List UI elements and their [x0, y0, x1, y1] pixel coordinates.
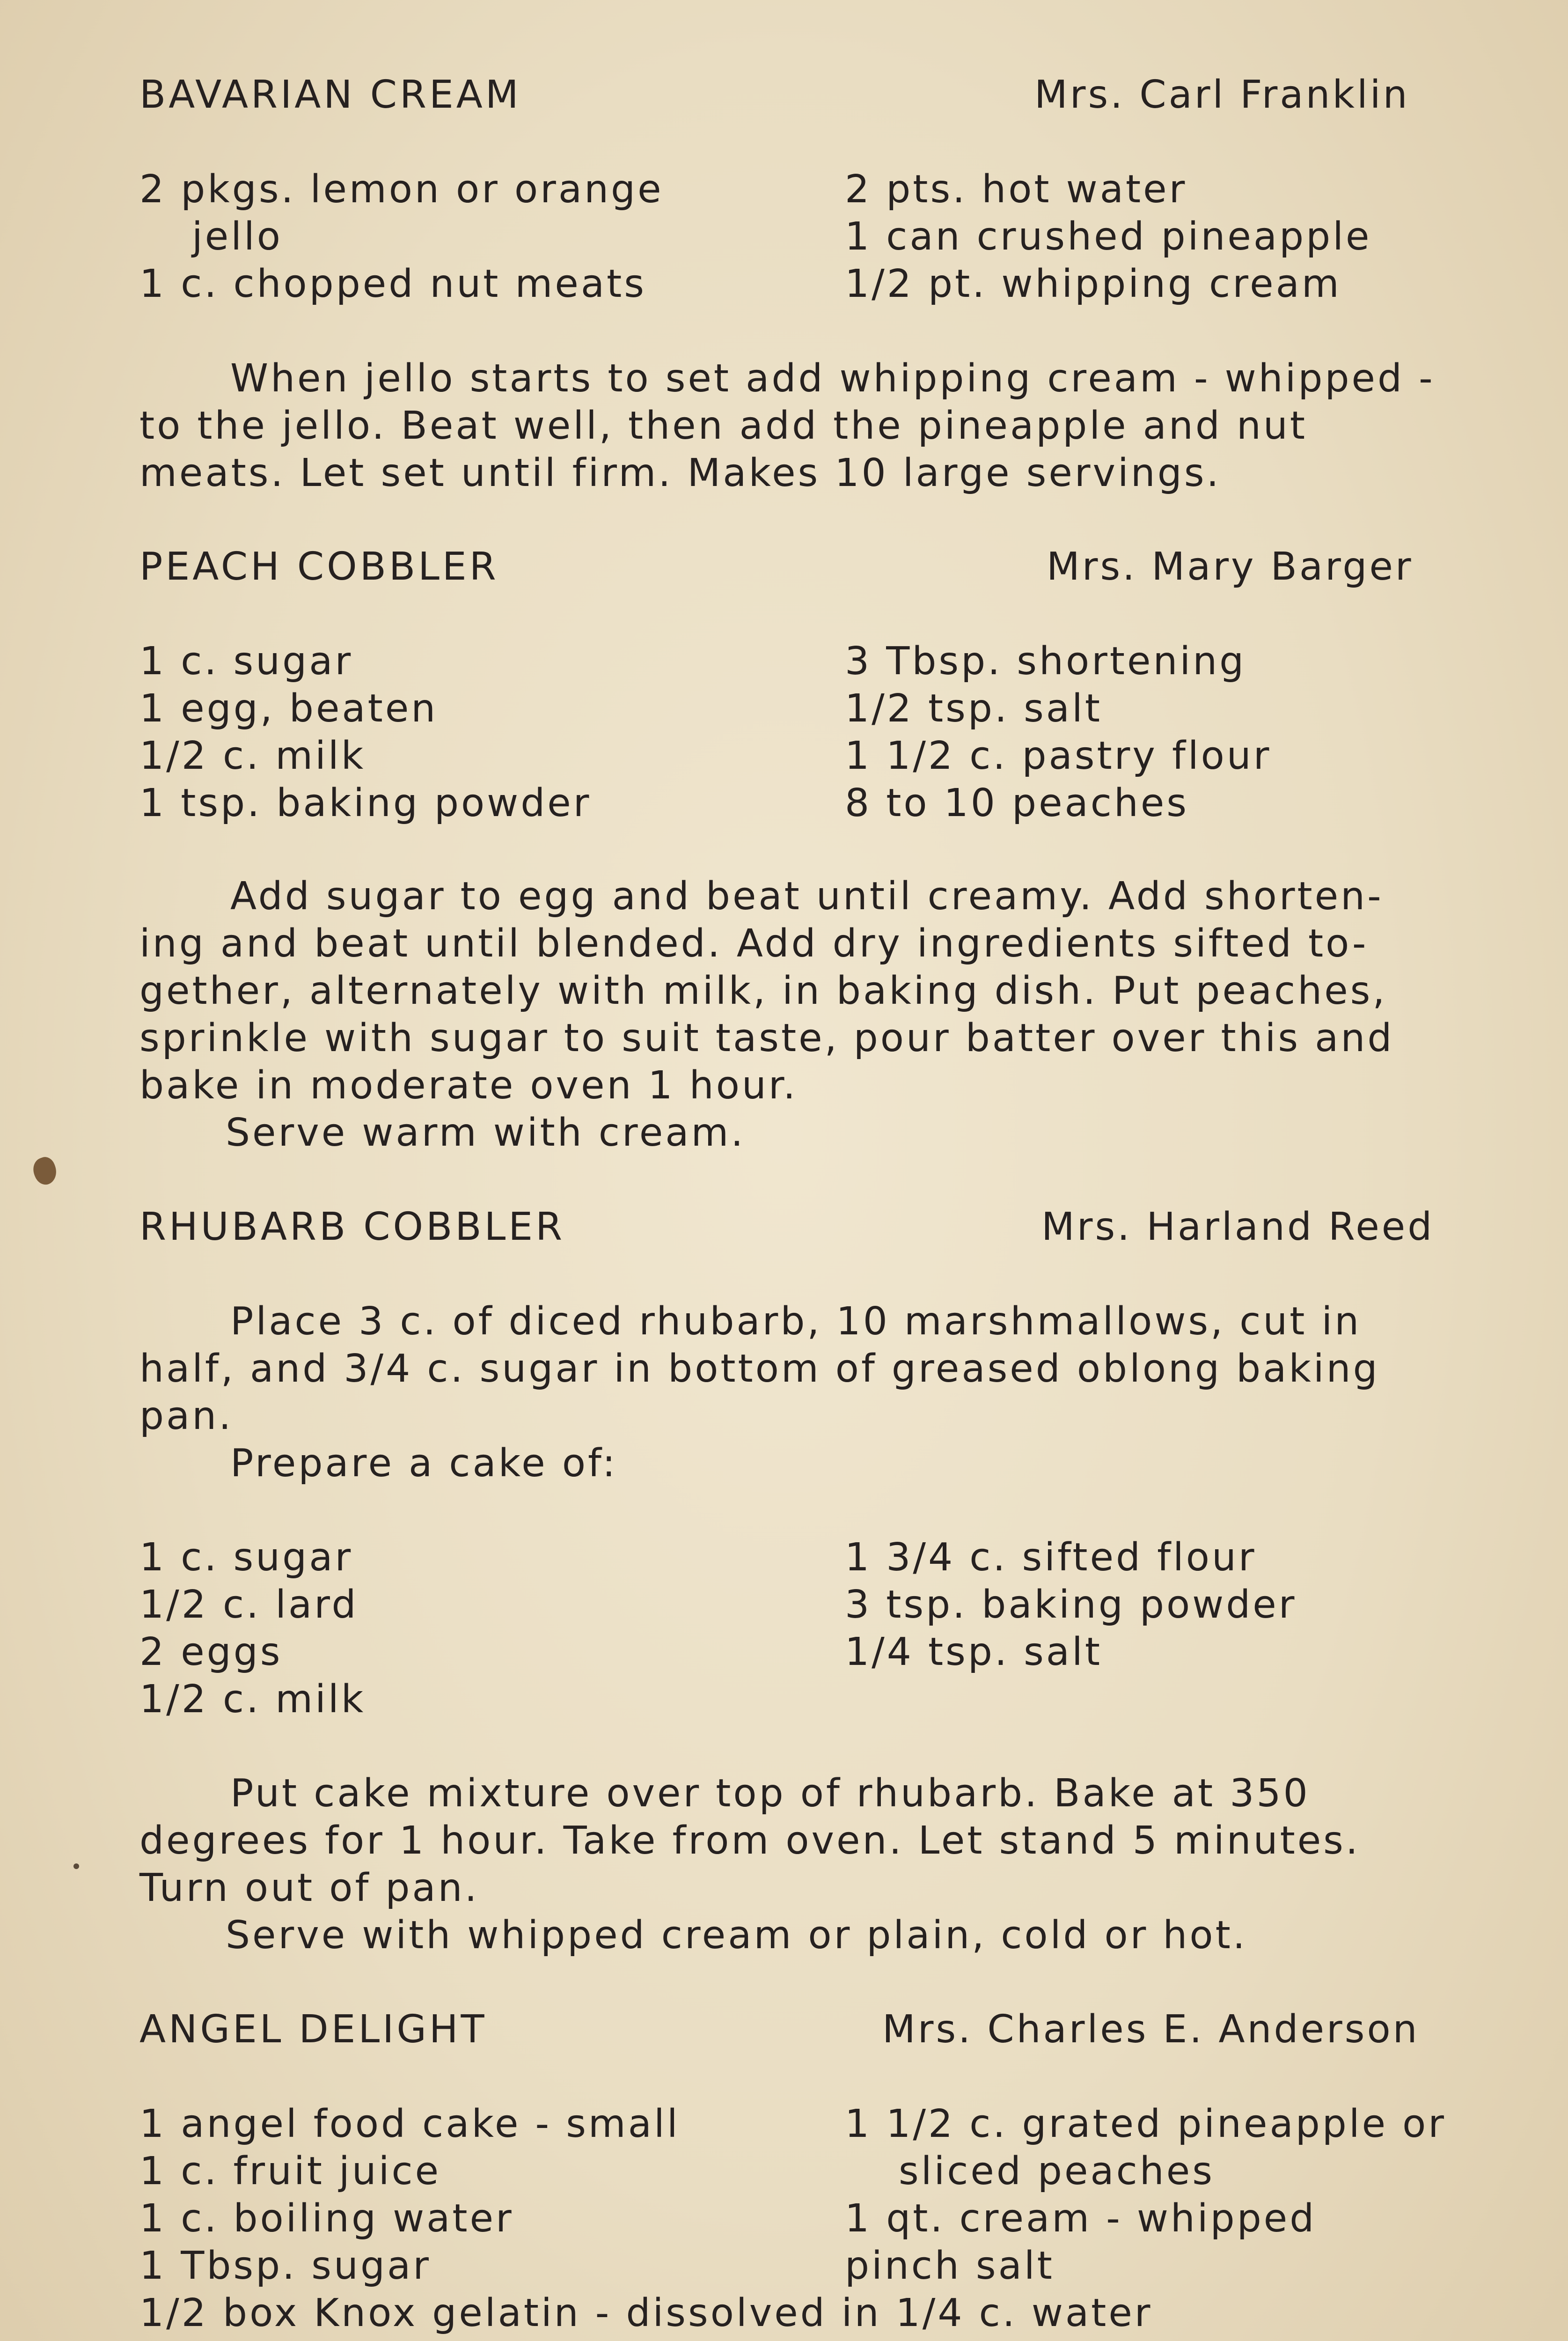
ingredient: 1/4 tsp. salt — [845, 1630, 1102, 1674]
direction-line: bake in moderate oven 1 hour. — [139, 1063, 798, 1108]
recipe-title: ANGEL DELIGHT — [139, 2007, 487, 2052]
recipe-title: RHUBARB COBBLER — [139, 1205, 565, 1249]
direction-line: Place 3 c. of diced rhubarb, 10 marshmallows, cut in — [230, 1299, 1362, 1344]
ingredient: 1/2 c. milk — [139, 734, 366, 778]
direction-line: Put cake mixture over top of rhubarb. Bake at 350 — [230, 1771, 1310, 1816]
ingredient: 1 qt. cream - whipped — [845, 2196, 1317, 2241]
recipe-contributor: Mrs. Harland Reed — [1041, 1205, 1435, 1249]
direction-line: sprinkle with sugar to suit taste, pour batter over this and — [139, 1016, 1394, 1060]
ingredient: 1 c. boiling water — [139, 2196, 514, 2241]
direction-line: Serve with whipped cream or plain, cold or hot. — [226, 1913, 1247, 1958]
ingredient: 1/2 c. lard — [139, 1583, 359, 1627]
ingredient: 1 c. fruit juice — [139, 2149, 441, 2194]
direction-line: half, and 3/4 c. sugar in bottom of greased oblong baking — [139, 1347, 1380, 1391]
ingredient: 1 3/4 c. sifted flour — [845, 1535, 1257, 1580]
direction-line: pan. — [139, 1394, 234, 1438]
stain-mark — [30, 1155, 60, 1188]
direction-line: meats. Let set until firm. Makes 10 large servings. — [139, 451, 1221, 495]
ingredient: jello — [192, 214, 283, 259]
direction-line: Serve warm with cream. — [226, 1111, 746, 1155]
ingredient: 1 c. sugar — [139, 1535, 353, 1580]
ingredient: 2 pkgs. lemon or orange — [139, 167, 664, 212]
direction-line: gether, alternately with milk, in baking dish. Put peaches, — [139, 969, 1387, 1013]
ingredient: 1/2 box Knox gelatin - dissolved in 1/4 c. water — [139, 2291, 1153, 2335]
recipe-contributor: Mrs. Mary Barger — [1047, 545, 1414, 589]
ingredient: 1 1/2 c. pastry flour — [845, 734, 1272, 778]
direction-line: degrees for 1 hour. Take from oven. Let stand 5 minutes. — [139, 1818, 1360, 1863]
recipe-title: BAVARIAN CREAM — [139, 73, 521, 117]
ingredient: 1/2 c. milk — [139, 1677, 366, 1722]
direction-line: Prepare a cake of: — [230, 1441, 618, 1486]
ingredient: 3 tsp. baking powder — [845, 1583, 1297, 1627]
ingredient: 1 angel food cake - small — [139, 2102, 680, 2146]
recipe-title: PEACH COBBLER — [139, 545, 499, 589]
ink-dot — [73, 1863, 79, 1869]
direction-line: Add sugar to egg and beat until creamy. Add shorten- — [230, 874, 1384, 919]
ingredient: 1 c. chopped nut meats — [139, 262, 646, 306]
ingredient: 2 pts. hot water — [845, 167, 1187, 212]
ingredient: 1 tsp. baking powder — [139, 781, 592, 825]
ingredient: 2 eggs — [139, 1630, 283, 1674]
recipe-contributor: Mrs. Carl Franklin — [1034, 73, 1410, 117]
ingredient: 1 1/2 c. grated pineapple or — [845, 2102, 1446, 2146]
direction-line: to the jello. Beat well, then add the pineapple and nut — [139, 404, 1308, 448]
ingredient: 1 c. sugar — [139, 639, 353, 684]
ingredient: 8 to 10 peaches — [845, 781, 1189, 825]
ingredient: 1/2 tsp. salt — [845, 686, 1102, 731]
ingredient: 3 Tbsp. shortening — [845, 639, 1246, 684]
ingredient: 1 Tbsp. sugar — [139, 2244, 431, 2288]
direction-line: ing and beat until blended. Add dry ingredients sifted to- — [139, 921, 1369, 966]
recipe-contributor: Mrs. Charles E. Anderson — [882, 2007, 1420, 2052]
ingredient: 1 can crushed pineapple — [845, 214, 1372, 259]
direction-line: When jello starts to set add whipping cream - whipped - — [230, 356, 1435, 401]
ingredient: sliced peaches — [899, 2149, 1215, 2194]
direction-line: Turn out of pan. — [139, 1866, 479, 1910]
ingredient: pinch salt — [845, 2244, 1055, 2288]
ingredient: 1 egg, beaten — [139, 686, 438, 731]
ingredient: 1/2 pt. whipping cream — [845, 262, 1341, 306]
